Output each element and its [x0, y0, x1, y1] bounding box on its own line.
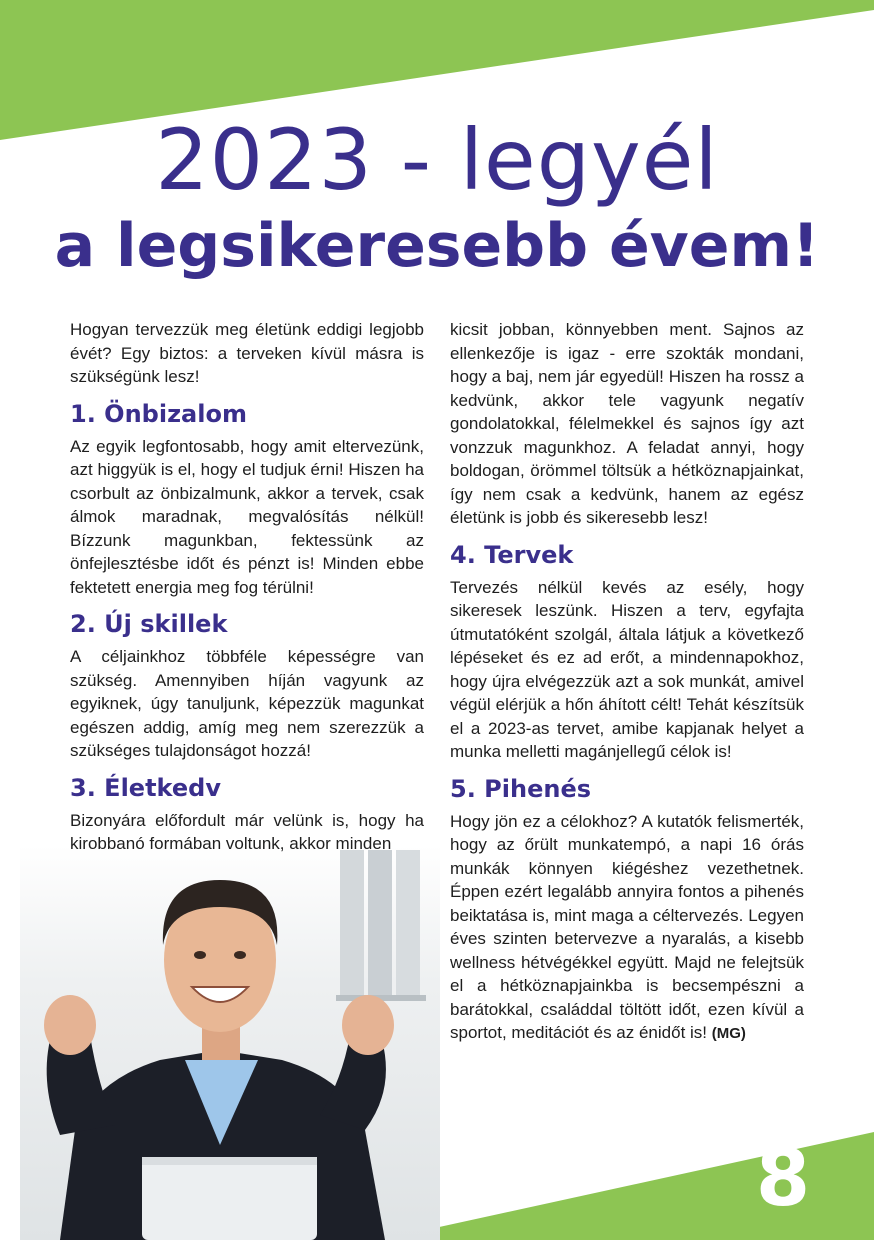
heading-uj-skillek: 2. Új skillek — [70, 610, 228, 638]
paragraph-pihenes — [450, 810, 804, 1046]
page-number: 8 — [755, 1134, 811, 1224]
pihenes-body-text: Hogy jön ez a célokhoz? A kutatók felismerték, hogy az őrült munkatempó, a napi 16 órás munkák könnyen kiégéshez vezethetnek. Éppen ezért legalább annyira fontos a pihenés beiktatása is, mint maga a céltervezés. Legyen éves szinten betervezve a nyaralás, a kisebb wellness hétvégékkel együtt. Majd ne felejtsük el a hétköznapjainkba is becsempészni a barátokkal, családdal töltött időt, ezen kívül a sportot, meditációt és az énidőt is! — [450, 811, 804, 1042]
paragraph-eletkedv-continued: kicsit jobban, könnyebben ment. Sajnos az ellenkezője is igaz - erre szokták mondani, hogy a baj, nem jár egyedül! Hiszen ha rossz a kedvünk, akkor tele vagyunk negatív gondolatokkal, félelmekkel és sajnos így azt vonzzuk magunkhoz. A feladat annyi, hogy boldogan, örömmel töltsük a hétköznapjainkat, így nem csak a kedvünk, hanem az egész életünk is jobb és sikeresebb lesz! — [450, 320, 804, 527]
title-line-2: a legsikeresebb évem! — [54, 211, 820, 281]
smiling-businessman-photo — [20, 845, 440, 1240]
heading-onbizalom: 1. Önbizalom — [70, 399, 247, 428]
heading-eletkedv: 3. Életkedv — [70, 773, 221, 802]
text-column-right — [450, 318, 804, 1046]
heading-tervek: 4. Tervek — [450, 540, 574, 569]
paragraph-eletkedv-start: Bizonyára előfordult már velünk is, hogy ha kirobbanó formában voltunk, akkor minden — [70, 810, 424, 853]
paragraph-tervek: Tervezés nélkül kevés az esély, hogy sikeresek leszünk. Hiszen a terv, egyfajta útmutatóként szolgál, általa látjuk a következő lépéseket és ez ad erőt, a mindennapokhoz, hogy újra elvégezzük azt a sok munkát, amivel végül elérjük a hőn áhított célt! Tehát készítsük el a 2023-as tervet, amibe kapjanak helyet a munka melletti magánjellegű célok is! — [450, 577, 804, 761]
text-column-left — [70, 318, 424, 856]
paragraph-uj-skillek: A céljainkhoz többféle képességre van szükség. Amennyiben híján vagyunk az egyiknek, úgy tanuljunk, képezzük magunkat egészen addig, amíg meg nem szerezzük a szükséges tulajdonságot hozzá! — [70, 647, 424, 760]
title-line-1: 2023 - legyél — [155, 111, 719, 209]
intro-paragraph: Hogyan tervezzük meg életünk eddigi legjobb évét? Egy biztos: a terveken kívül másra is szükségünk lesz! — [70, 320, 424, 386]
paragraph-onbizalom: Az egyik legfontosabb, hogy amit eltervezünk, azt higgyük is el, hogy el tudjuk érni! Hiszen ha csorbult az önbizalmunk, akkor a tervek, csak álmok maradnak, megvalósítás nélkül! Bízzunk magunkban, fektessünk az önfejlesztésbe időt és pénzt is! Minden ebbe fektetett energia meg fog térülni! — [70, 436, 424, 597]
heading-pihenes: 5. Pihenés — [450, 774, 591, 803]
author-signature: (MG) — [711, 1025, 746, 1042]
